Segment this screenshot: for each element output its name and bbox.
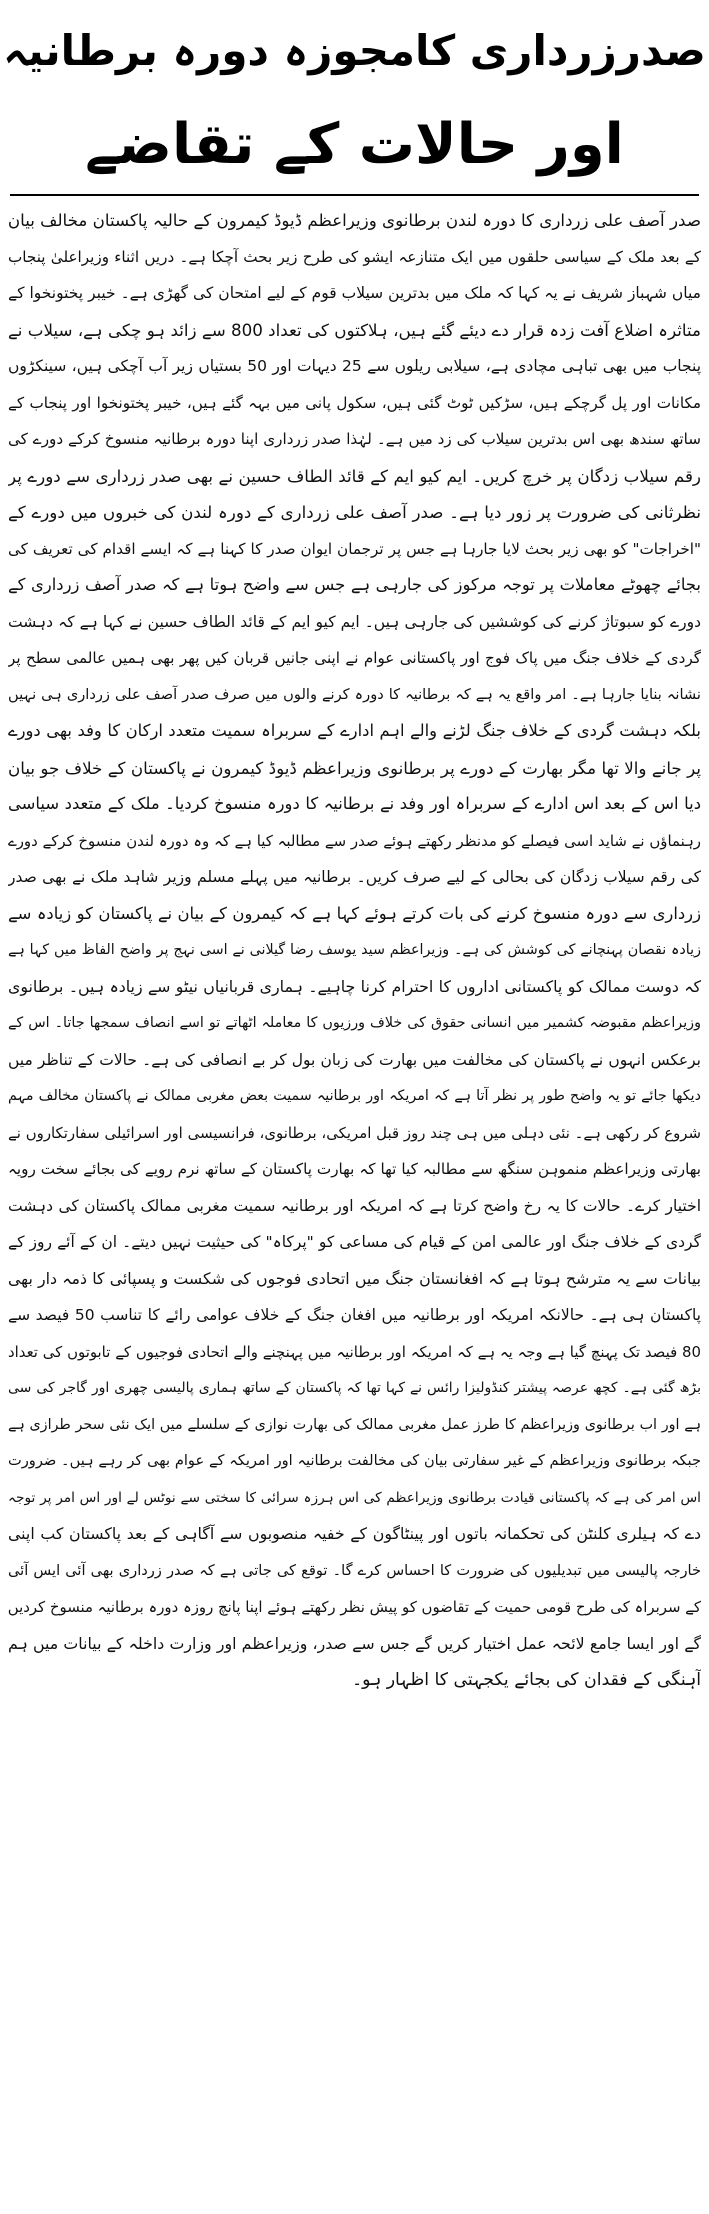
- article-text-line: کے سربراہ کی طرح قومی حمیت کے تقاضوں کو پیش نظر رکھتے ہوئے اپنا پانچ روزہ دورہ برطانیہ منسوخ کردیں: [8, 1598, 701, 1616]
- article-text-line: بجائے چھوٹے معاملات پر توجہ مرکوز کی جارہی ہے جس سے واضح ہوتا ہے کہ صدر آصف زرداری کے: [8, 575, 701, 594]
- article-text-line: مکانات اور پل گرچکے ہیں، سڑکیں ٹوٹ گئی ہیں، سکول پانی میں بہہ گئے ہیں، خیبر پختونخوا اور پنجاب کے: [8, 393, 701, 412]
- article-text-line: دے کہ ہیلری کلنٹن کی تحکمانہ باتوں اور پینٹاگون کے خفیہ منصوبوں سے آگاہی کے بعد پاکستان کب اپنی: [8, 1524, 701, 1543]
- article-text-line: بیانات سے یہ مترشح ہوتا ہے کہ افغانستان جنگ میں اتحادی فوجوں کی شکست و پسپائی کا ذمہ دار بھی: [8, 1268, 701, 1288]
- article-text-line: دیکھا جائے تو یہ واضح طور پر نظر آتا ہے کہ امریکہ اور برطانیہ سمیت بعض مغربی ممالک نے پاکستان مخالف مہم: [8, 1088, 701, 1104]
- article-text-line: ہے اور اب برطانوی وزیراعظم کا طرز عمل مغربی ممالک کی بھارت نوازی کے سلسلے میں ایک نئی سحر طرازی ہے: [8, 1416, 701, 1433]
- article-text-line: نظرثانی کی ضرورت پر زور دیا ہے۔ صدر آصف علی زرداری کے دورہ لندن کی خبروں میں دورے کے: [8, 502, 701, 522]
- article-text-line: پر جانے والا تھا مگر بھارت کے دورے پر برطانوی وزیراعظم ڈیوڈ کیمرون نے پاکستان کے خلاف جو بیان: [8, 757, 701, 778]
- article-text-line: شروع کر رکھی ہے۔ نئی دہلی میں ہی چند روز قبل امریکی، برطانوی، فرانسیسی اور اسرائیلی سفارتکاروں نے: [8, 1123, 701, 1142]
- article-text-line: صدر آصف علی زرداری کا دورہ لندن برطانوی وزیراعظم ڈیوڈ کیمرون کے حالیہ پاکستان مخالف بیان: [8, 210, 701, 230]
- article-text-line: اس امر کی ہے کہ پاکستانی قیادت برطانوی وزیراعظم کی اس ہرزہ سرائی کا سختی سے نوٹس لے اور اس امر پر توجہ: [8, 1489, 701, 1506]
- article-text-line: اختیار کرے۔ حالات کا یہ رخ واضح کرتا ہے کہ امریکہ اور برطانیہ سمیت مغربی ممالک پاکستان کی دہشت: [8, 1196, 701, 1215]
- article-body: [8, 202, 701, 2212]
- article-text-line: بڑھ گئی ہے۔ کچھ عرصہ پیشتر کنڈولیزا رائس نے کہا تھا کہ پاکستان کے ساتھ ہماری پالیسی چھری اور گاجر کی سی: [8, 1380, 701, 1396]
- headline-line-1: صدرزرداری کامجوزہ دورہ برطانیہ: [3, 26, 706, 75]
- article-text-line: رقم سیلاب زدگان پر خرچ کریں۔ ایم کیو ایم کے قائد الطاف حسین نے بھی صدر زرداری سے دورے پر: [8, 465, 701, 486]
- article-text-line: زرداری سے دورہ منسوخ کرنے کی بات کرتے ہوئے کہا ہے کہ کیمرون کے بیان نے پاکستان کو زیادہ سے: [8, 903, 701, 923]
- headline-divider: [10, 194, 699, 196]
- article-text-line: بھارتی وزیراعظم منموہن سنگھ سے مطالبہ کیا تھا کہ بھارت پاکستان کے ساتھ نرم رویے کی بجائے سخت رویہ: [8, 1160, 701, 1178]
- article-text-line: گردی کے خلاف جنگ اور عالمی امن کے قیام کی مساعی کو "پرکاہ" کی حیثیت نہیں دیتے۔ ان کے آئے روز کے: [8, 1233, 701, 1251]
- headline-line-2: اور حالات کے تقاضے: [85, 112, 624, 177]
- article-text-line: پاکستان ہی ہے۔ حالانکہ امریکہ اور برطانیہ میں افغان جنگ کے خلاف عوامی رائے کا تناسب 50 فیصد سے: [8, 1306, 701, 1324]
- article-text-line: گردی کے خلاف جنگ میں پاک فوج اور پاکستانی عوام نے اپنی جانیں قربان کیں پھر بھی ہمیں عالمی سطح پر: [8, 649, 701, 667]
- article-text-line: برعکس انہوں نے پاکستان کی مخالفت میں بھارت کی زبان بول کر بے انصافی کی ہے۔ حالات کے تناظر میں: [8, 1050, 701, 1069]
- article-text-line: جبکہ برطانوی وزیراعظم کے غیر سفارتی بیان کی مخالفت برطانیہ اور امریکہ کے عوام بھی کر رہے ہیں۔ ضرورت: [8, 1452, 701, 1469]
- article-text-line: کی رقم سیلاب زدگان کی بحالی کے لیے صرف کریں۔ برطانیہ میں پہلے مسلم وزیر شاہد ملک نے بھی صدر: [8, 868, 701, 886]
- article-text-line: ساتھ سندھ بھی اس بدترین سیلاب کی زد میں ہے۔ لہٰذا صدر زرداری اپنا دورہ برطانیہ منسوخ کرکے دورے کی: [8, 430, 701, 448]
- article-text-line: کے بعد ملک کے سیاسی حلقوں میں ایک متنازعہ ایشو کی طرح زیر بحث آچکا ہے۔ دریں اثناء وزیراعلیٰ پنجاب: [8, 247, 701, 266]
- article-text-line: زیادہ نقصان پہنچانے کی کوشش کی ہے۔ وزیراعظم سید یوسف رضا گیلانی نے اسی نہج پر واضح الفاظ میں کہا ہے: [8, 942, 701, 958]
- article-text-line: دیا اس کے بعد اس ادارے کے سربراہ اور وفد نے برطانیہ کا دورہ منسوخ کردیا۔ ملک کے متعدد سیاسی: [8, 794, 701, 813]
- article-text-line: دورے کو سبوتاژ کرنے کی کوششیں کی جارہی ہیں۔ ایم کیو ایم کے قائد الطاف حسین نے کہا ہے کہ دہشت: [8, 612, 701, 631]
- article-text-line: میاں شہباز شریف نے یہ کہا کہ ملک میں بدترین سیلاب قوم کے لیے امتحان کی گھڑی ہے۔ خیبر پختونخوا کے: [8, 284, 701, 302]
- article-text-line: متاثرہ اضلاع آفت زدہ قرار دے دیئے گئے ہیں، ہلاکتوں کی تعداد 800 سے زائد ہو چکی ہے، سیلاب نے: [8, 319, 701, 340]
- article-text-line: آہنگی کے فقدان کی بجائے یکجہتی کا اظہار ہو۔: [352, 1670, 701, 1690]
- article-text-line: خارجہ پالیسی میں تبدیلیوں کی ضرورت کا احساس کرے گا۔ توقع کی جاتی ہے کہ صدر زرداری بھی آئی ایس آئی: [8, 1561, 701, 1579]
- article-text-line: گے اور ایسا جامع لائحہ عمل اختیار کریں گے جس سے صدر، وزیراعظم اور وزارت داخلہ کے بیانات میں ہم: [8, 1633, 701, 1653]
- article-text-line: 80 فیصد تک پہنچ گیا ہے وجہ یہ ہے کہ امریکہ اور برطانیہ میں پہنچنے والے اتحادی فوجیوں کے تابوتوں کی تعداد: [8, 1342, 701, 1361]
- article-text-line: پنجاب میں بھی تباہی مچادی ہے، سیلابی ریلوں سے 25 دیہات اور 50 بستیاں زیر آب آچکی ہیں، سینکڑوں: [8, 357, 701, 375]
- article-text-line: کہ دوست ممالک کو پاکستانی اداروں کا احترام کرنا چاہیے۔ ہماری قربانیاں نیٹو سے زیادہ ہیں۔ برطانوی: [8, 976, 701, 996]
- article-text-line: "اخراجات" کو بھی زیر بحث لایا جارہا ہے جس پر ترجمان ایوان صدر کا کہنا ہے کہ ایسے اقدام کی تعریف کی: [8, 539, 701, 558]
- article-text-line: بلکہ دہشت گردی کے خلاف جنگ لڑنے والے اہم ادارے کے سربراہ سمیت متعدد ارکان کا وفد بھی دورے: [8, 721, 701, 740]
- article-text-line: نشانہ بنایا جارہا ہے۔ امر واقع یہ ہے کہ برطانیہ کا دورہ کرنے والوں میں صرف صدر آصف علی زرداری ہی نہیں: [8, 685, 701, 703]
- article-text-line: رہنماؤں نے شاید اسی فیصلے کو مدنظر رکھتے ہوئے صدر سے مطالبہ کیا ہے کہ وہ دورہ لندن منسوخ کرکے دورے: [8, 831, 701, 850]
- article-text-line: وزیراعظم مقبوضہ کشمیر میں انسانی حقوق کی خلاف ورزیوں کا معاملہ اٹھاتے تو اسے انصاف سمجھا جاتا۔ اس کے: [8, 1015, 701, 1031]
